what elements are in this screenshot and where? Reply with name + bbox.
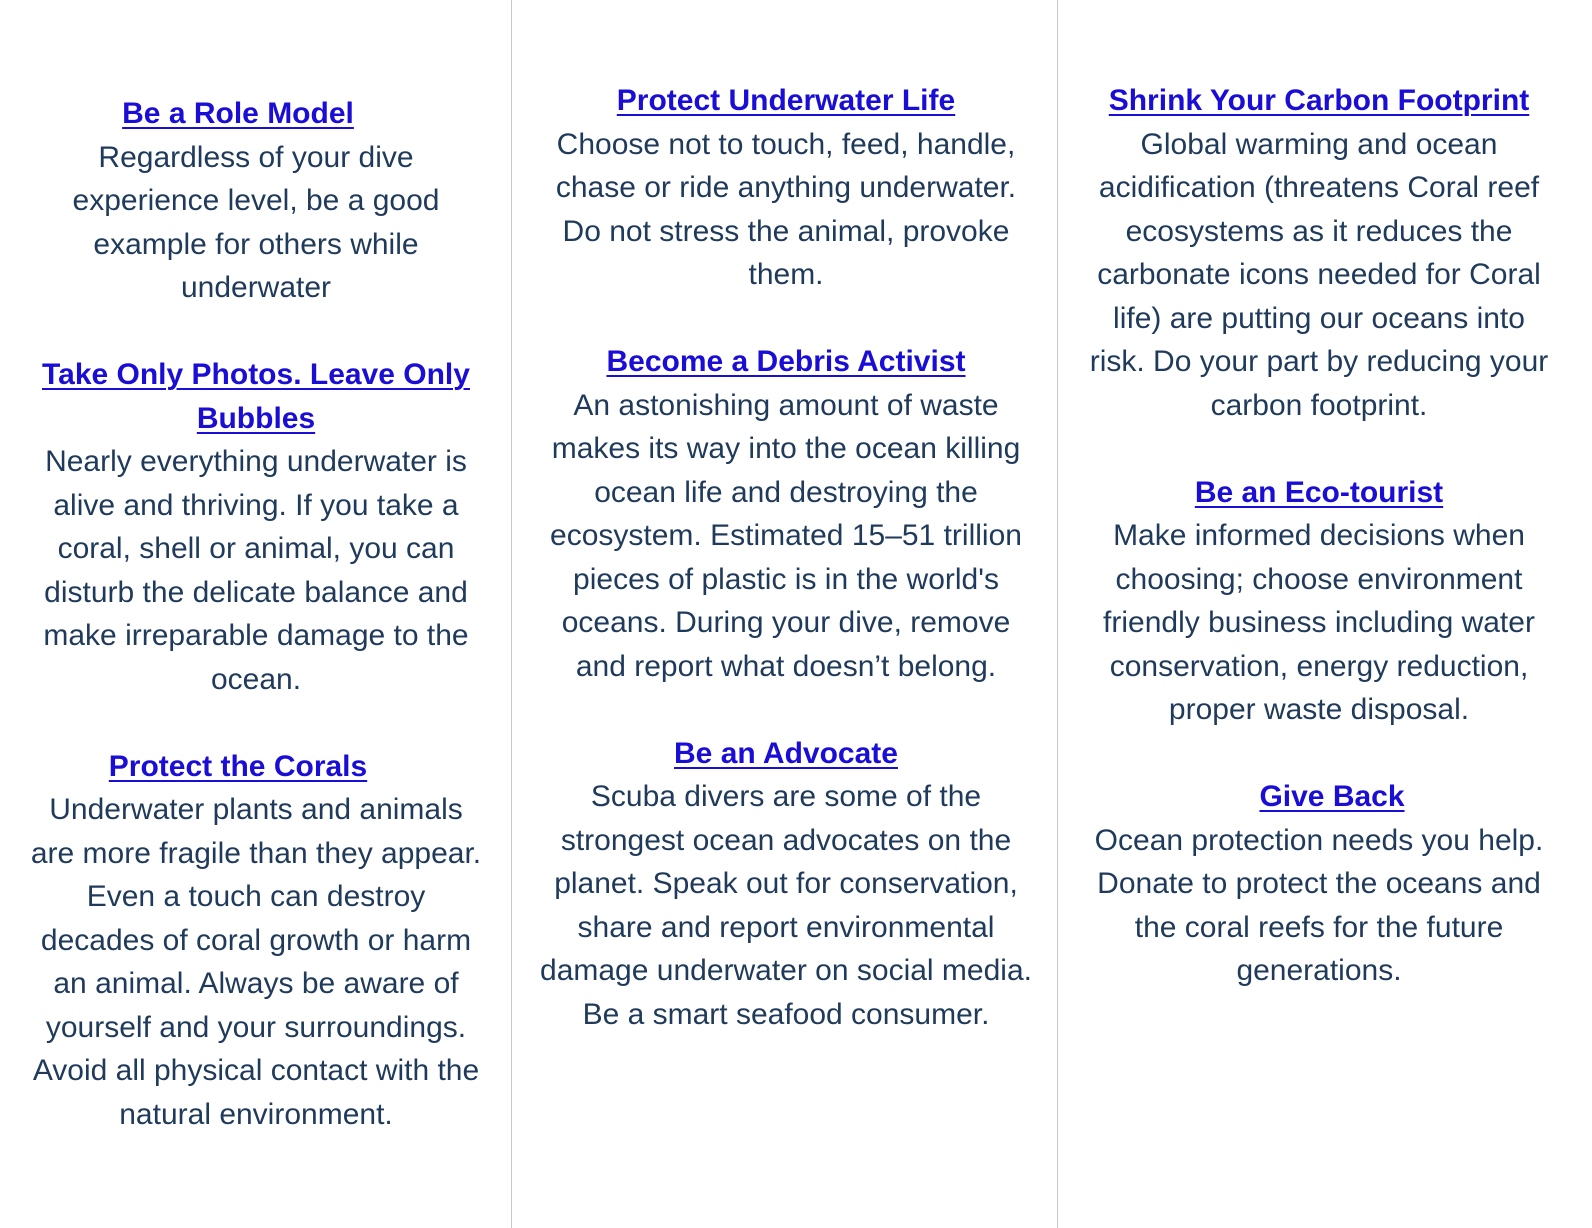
tip-heading-link[interactable]: Be an Eco-tourist — [1194, 475, 1444, 509]
column-divider-left — [511, 0, 512, 1228]
tip-section-role-model — [28, 92, 484, 310]
tip-section-eco-tourist — [1084, 471, 1554, 732]
tip-body-text: Underwater plants and animals are more fragile than they appear. Even a touch can destroy decades of coral growth or harm an animal. Always be aware of yourself and your surroundings. Avoid all physical contact with the natural environment. — [30, 793, 482, 1131]
tip-section-advocate — [538, 732, 1034, 1037]
column-divider-right — [1057, 0, 1058, 1228]
tip-body-text: An astonishing amount of waste makes its way into the ocean killing ocean life and destroying the ecosystem. Estimated 15–51 trillion pieces of plastic is in the world's oceans. During your dive, remove and report what doesn’t belong. — [550, 388, 1022, 683]
tip-heading-link[interactable]: Shrink Your Carbon Footprint — [1108, 84, 1530, 117]
tip-heading-link[interactable]: Be an Advocate — [674, 736, 898, 770]
tip-body-text: Make informed decisions when choosing; choose environment friendly business including water conservation, energy reduction, proper waste disposal. — [1103, 519, 1535, 726]
tip-body-text: Ocean protection needs you help. Donate to protect the oceans and the coral reefs for the future generations. — [1094, 823, 1544, 987]
tip-heading-link[interactable]: Be a Role Model — [122, 97, 354, 130]
tip-section-give-back — [1084, 775, 1554, 993]
tip-body-text: Nearly everything underwater is alive and thriving. If you take a coral, shell or animal, you can disturb the delicate balance and make irreparable damage to the ocean. — [43, 445, 469, 696]
tip-heading-link[interactable]: Protect the Corals — [108, 749, 368, 783]
tip-heading-link[interactable]: Become a Debris Activist — [606, 345, 966, 378]
tip-heading-link[interactable]: Take Only Photos. Leave Only Bubbles — [42, 358, 470, 435]
tip-section-photos-bubbles — [28, 353, 484, 701]
tip-section-underwater-life — [538, 79, 1034, 297]
tip-heading-link[interactable]: Protect Underwater Life — [616, 84, 956, 117]
tip-section-carbon-footprint — [1084, 79, 1554, 427]
column-middle — [538, 0, 1034, 1080]
tip-body-text: Scuba divers are some of the strongest ocean advocates on the planet. Speak out for conservation, share and report environmental damage underwater on social media. Be a smart seafood consumer. — [540, 780, 1032, 1031]
tip-body-text: Choose not to touch, feed, handle, chase or ride anything underwater. Do not stress the animal, provoke them. — [555, 127, 1017, 291]
tip-section-debris-activist — [538, 340, 1034, 688]
column-right — [1084, 0, 1554, 1036]
tip-body-text: Regardless of your dive experience level, be a good example for others while underwater — [72, 140, 440, 304]
column-left — [28, 0, 484, 1180]
tip-section-protect-corals — [28, 745, 484, 1137]
tip-body-text: Global warming and ocean acidification (threatens Coral reef ecosystems as it reduces the carbonate icons needed for Coral life) are putting our oceans into risk. Do your part by reducing your carbon footprint. — [1089, 127, 1549, 422]
tip-heading-link[interactable]: Give Back — [1259, 780, 1405, 813]
